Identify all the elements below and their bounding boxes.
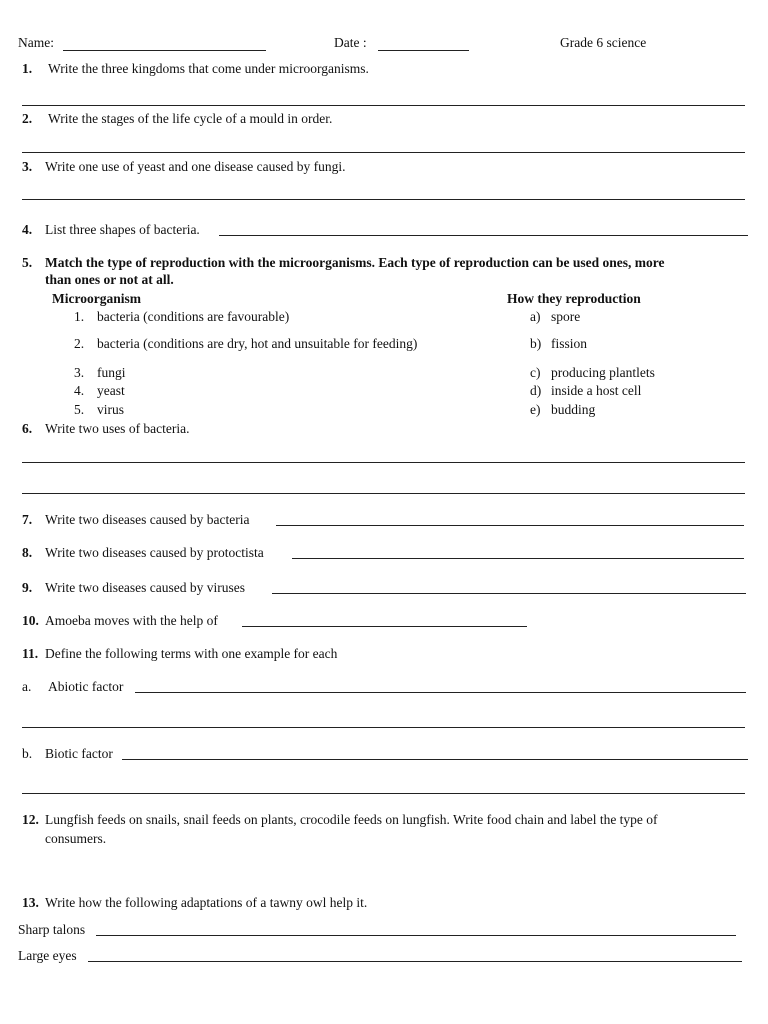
q1-answer-line[interactable] bbox=[22, 105, 745, 106]
q3-text: Write one use of yeast and one disease caused by fungi. bbox=[45, 159, 346, 174]
repro-item-letter: b) bbox=[530, 336, 542, 351]
sharp-talons-answer-line[interactable] bbox=[96, 935, 736, 936]
q8-answer-line[interactable] bbox=[292, 558, 744, 559]
q1-number: 1. bbox=[22, 61, 33, 76]
q6-answer-line-1[interactable] bbox=[22, 462, 745, 463]
q11a-answer-line-1[interactable] bbox=[135, 692, 746, 693]
q6-text: Write two uses of bacteria. bbox=[45, 421, 190, 436]
reproduction-header: How they reproduction bbox=[507, 291, 641, 306]
large-eyes-label: Large eyes bbox=[18, 948, 77, 963]
q11a-label: a. bbox=[22, 679, 32, 694]
sharp-talons-label: Sharp talons bbox=[18, 922, 86, 937]
micro-item-text: yeast bbox=[97, 383, 125, 398]
q4-text: List three shapes of bacteria. bbox=[45, 222, 200, 237]
q4-number: 4. bbox=[22, 222, 33, 237]
q12-text-line1: Lungfish feeds on snails, snail feeds on plants, crocodile feeds on lungfish. Write food chain and label the type of bbox=[45, 812, 658, 827]
micro-item-number: 4. bbox=[74, 383, 85, 398]
micro-item-number: 5. bbox=[74, 402, 85, 417]
q6-answer-line-2[interactable] bbox=[22, 493, 745, 494]
q11b-label: b. bbox=[22, 746, 33, 761]
repro-item-letter: d) bbox=[530, 383, 542, 398]
repro-item-text: spore bbox=[551, 309, 581, 324]
date-label: Date : bbox=[334, 35, 367, 50]
micro-item-number: 1. bbox=[74, 309, 85, 324]
repro-item-text: fission bbox=[551, 336, 588, 351]
q2-text: Write the stages of the life cycle of a mould in order. bbox=[48, 111, 333, 126]
q7-number: 7. bbox=[22, 512, 33, 527]
q4-answer-line[interactable] bbox=[219, 235, 748, 236]
q9-text: Write two diseases caused by viruses bbox=[45, 580, 246, 595]
q11-number: 11. bbox=[22, 646, 39, 661]
large-eyes-answer-line[interactable] bbox=[88, 961, 742, 962]
q13-text: Write how the following adaptations of a tawny owl help it. bbox=[45, 895, 368, 910]
q5-text-line1: Match the type of reproduction with the microorganisms. Each type of reproduction can be used ones, more bbox=[45, 255, 665, 270]
q9-answer-line[interactable] bbox=[272, 593, 746, 594]
micro-item-text: fungi bbox=[97, 365, 126, 380]
micro-item-text: bacteria (conditions are dry, hot and unsuitable for feeding) bbox=[97, 336, 418, 351]
repro-item-text: budding bbox=[551, 402, 596, 417]
q12-number: 12. bbox=[22, 812, 39, 827]
micro-item-text: bacteria (conditions are favourable) bbox=[97, 309, 290, 324]
micro-item-text: virus bbox=[97, 402, 124, 417]
q11b-text: Biotic factor bbox=[45, 746, 113, 761]
microorganism-header: Microorganism bbox=[52, 291, 141, 306]
micro-item-number: 3. bbox=[74, 365, 85, 380]
q12-text-line2: consumers. bbox=[45, 831, 107, 846]
name-field[interactable] bbox=[63, 50, 266, 51]
q11a-text: Abiotic factor bbox=[48, 679, 124, 694]
q8-text: Write two diseases caused by protoctista bbox=[45, 545, 264, 560]
q10-number: 10. bbox=[22, 613, 39, 628]
q8-number: 8. bbox=[22, 545, 33, 560]
repro-item-letter: a) bbox=[530, 309, 541, 324]
q11-text: Define the following terms with one example for each bbox=[45, 646, 338, 661]
repro-item-text: producing plantlets bbox=[551, 365, 655, 380]
q2-answer-line[interactable] bbox=[22, 152, 745, 153]
date-field[interactable] bbox=[378, 50, 469, 51]
name-label: Name: bbox=[18, 35, 54, 50]
q5-number: 5. bbox=[22, 255, 33, 270]
repro-item-letter: c) bbox=[530, 365, 541, 380]
q1-text: Write the three kingdoms that come under microorganisms. bbox=[48, 61, 369, 76]
q5-text-line2: than ones or not at all. bbox=[45, 272, 174, 287]
q11b-answer-line-1[interactable] bbox=[122, 759, 748, 760]
q11a-answer-line-2[interactable] bbox=[22, 727, 745, 728]
q7-answer-line[interactable] bbox=[276, 525, 744, 526]
q3-number: 3. bbox=[22, 159, 33, 174]
q10-text: Amoeba moves with the help of bbox=[45, 613, 218, 628]
repro-item-text: inside a host cell bbox=[551, 383, 642, 398]
q2-number: 2. bbox=[22, 111, 33, 126]
q7-text: Write two diseases caused by bacteria bbox=[45, 512, 250, 527]
repro-item-letter: e) bbox=[530, 402, 541, 417]
grade-label: Grade 6 science bbox=[560, 35, 647, 50]
q6-number: 6. bbox=[22, 421, 33, 436]
q3-answer-line[interactable] bbox=[22, 199, 745, 200]
q11b-answer-line-2[interactable] bbox=[22, 793, 745, 794]
micro-item-number: 2. bbox=[74, 336, 85, 351]
q9-number: 9. bbox=[22, 580, 33, 595]
q13-number: 13. bbox=[22, 895, 39, 910]
q10-answer-line[interactable] bbox=[242, 626, 527, 627]
